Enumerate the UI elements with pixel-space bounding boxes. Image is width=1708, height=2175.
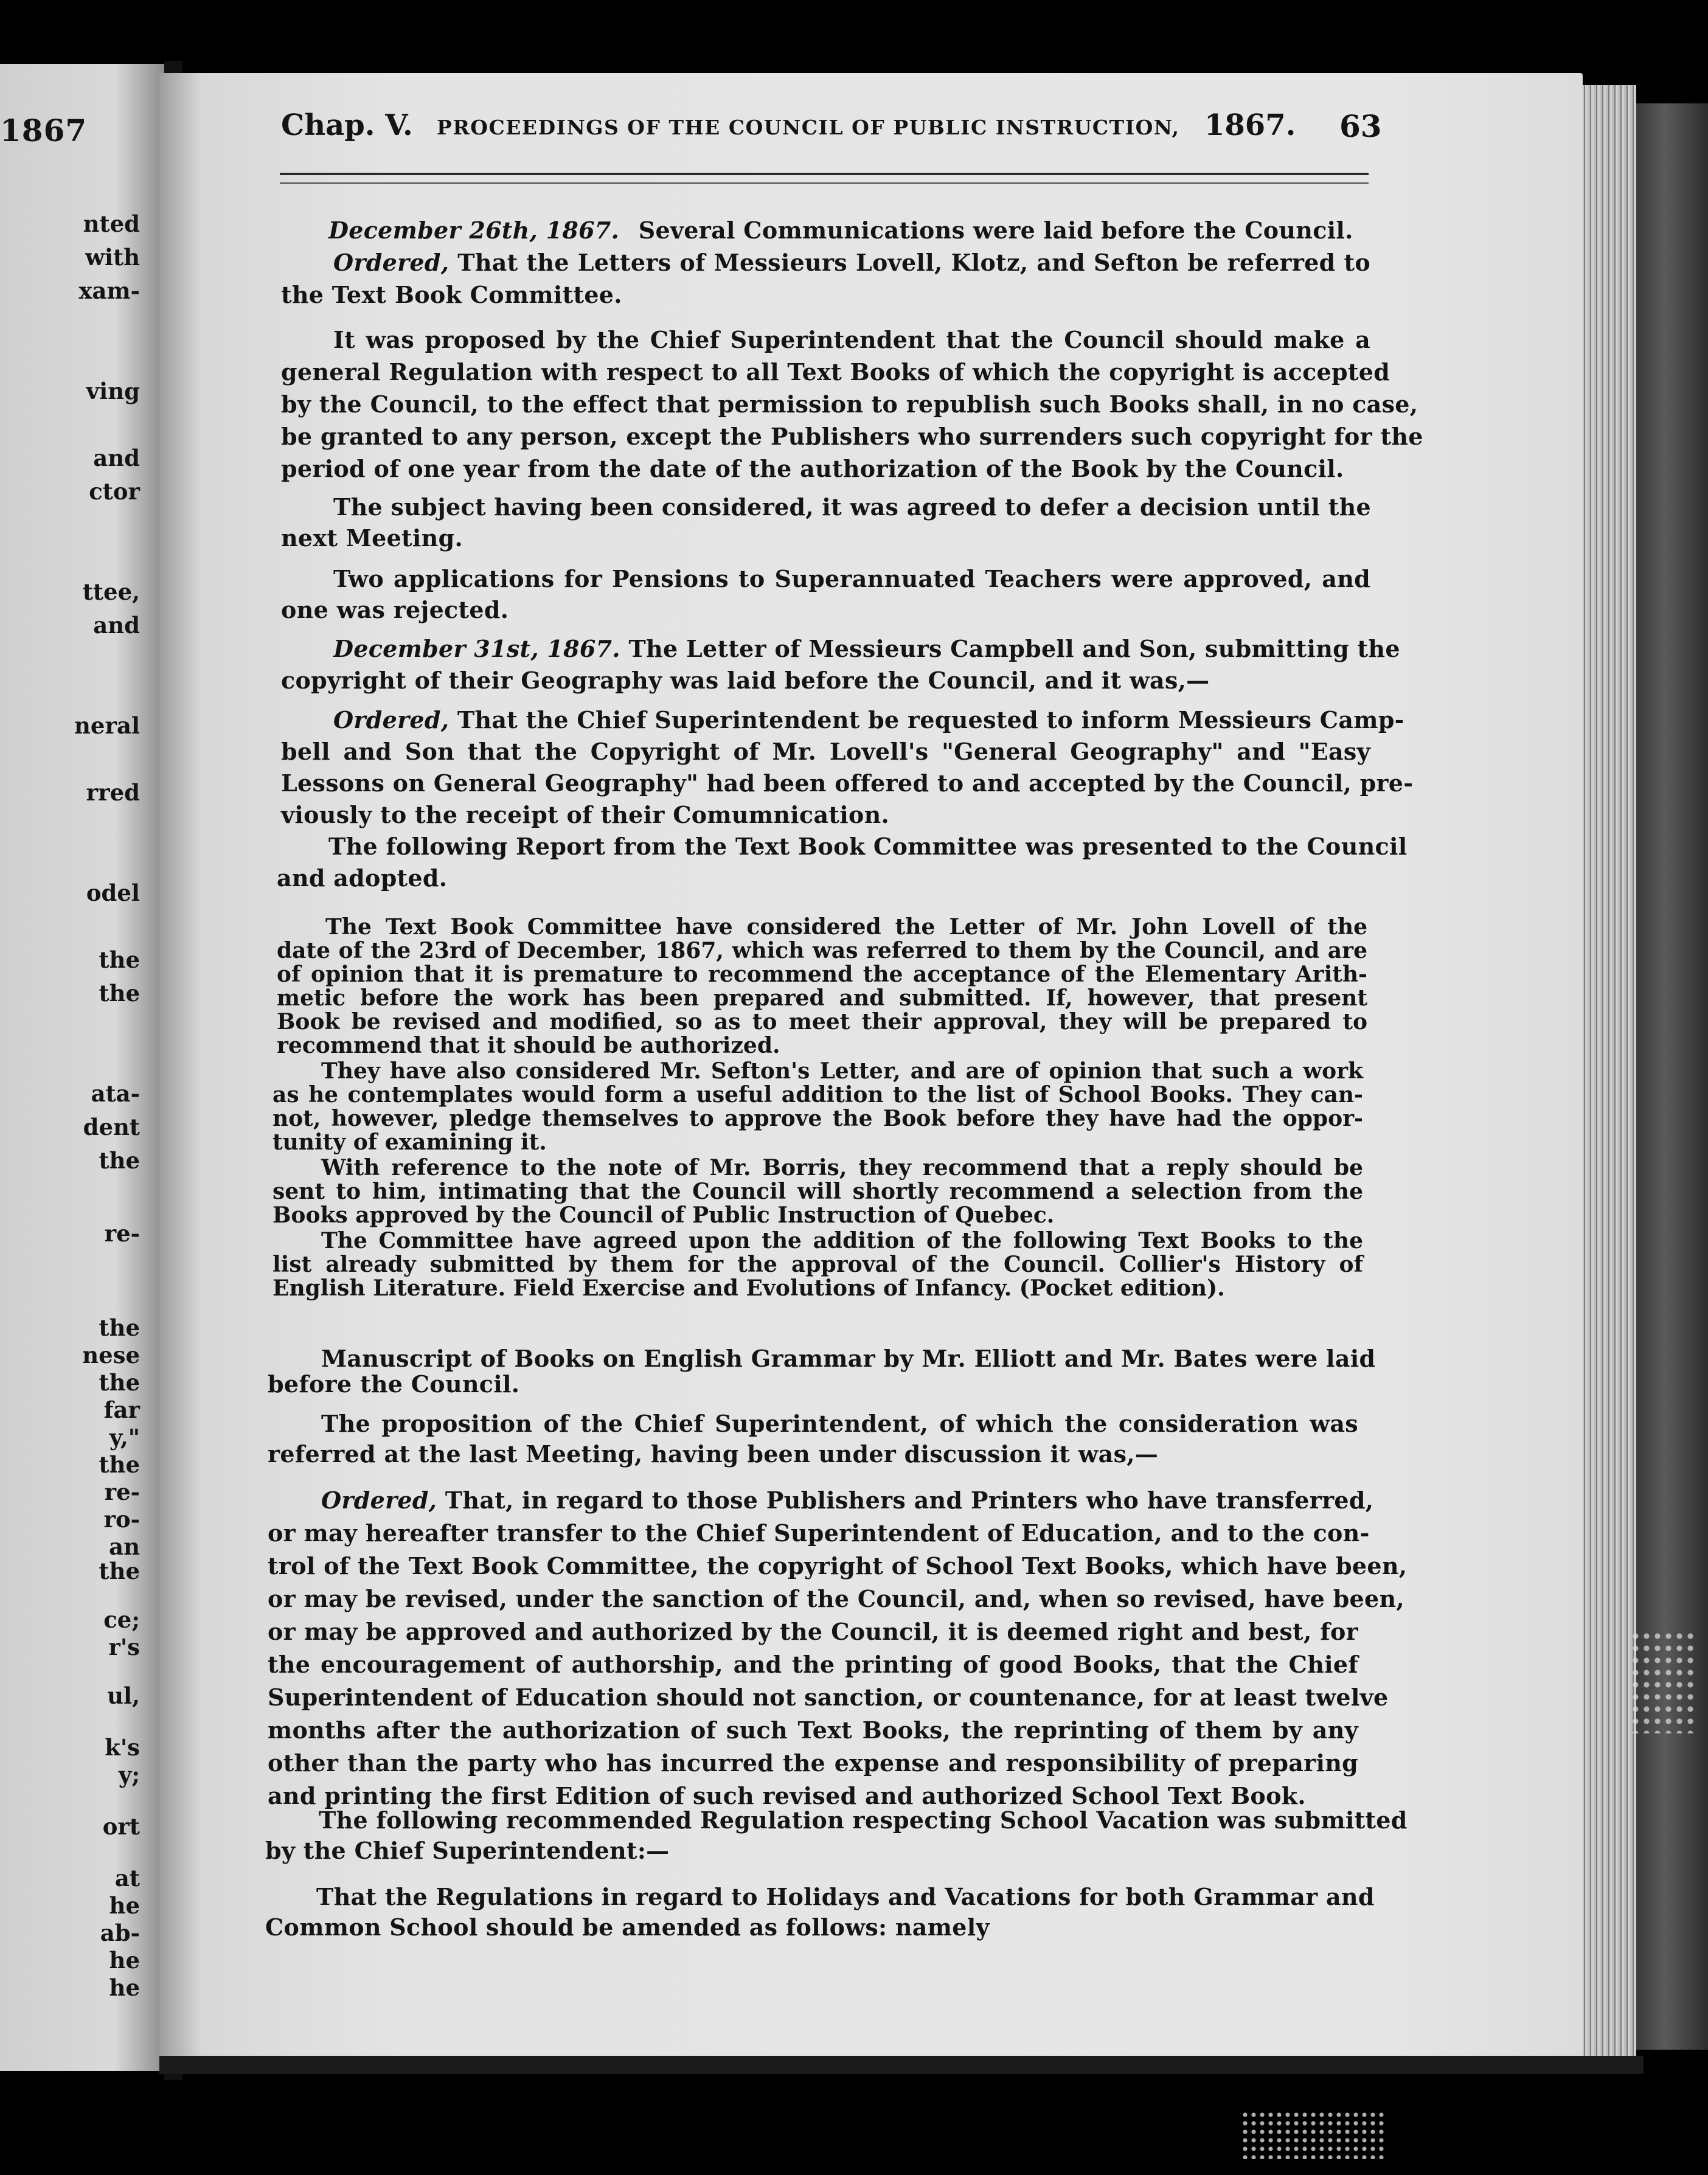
report-line: Books approved by the Council of Public Instruction of Quebec. bbox=[273, 1202, 1055, 1228]
text-line: referred at the last Meeting, having been under discussion it was,— bbox=[268, 1440, 1159, 1468]
left-page-fragment: at bbox=[114, 1865, 140, 1892]
text-line: That, in regard to those Publishers and Printers who have transferred, bbox=[445, 1486, 1374, 1514]
text-line: be granted to any person, except the Publishers who surrenders such copyright for the bbox=[281, 423, 1423, 450]
left-page-fragment: y; bbox=[118, 1761, 140, 1788]
left-page-fragment: r's bbox=[108, 1634, 140, 1660]
left-page-fragment: ort bbox=[102, 1813, 140, 1840]
ordered-label: Ordered, bbox=[333, 249, 450, 276]
text-line: or may be revised, under the sanction of the Council, and, when so revised, have been, bbox=[268, 1585, 1404, 1612]
report-line: English Literature. Field Exercise and Evolutions of Infancy. (Pocket edition). bbox=[273, 1275, 1225, 1301]
scan-speckle bbox=[1630, 1630, 1697, 1733]
left-page-fragment: xam- bbox=[78, 277, 140, 304]
left-page-fragment: the bbox=[99, 1147, 140, 1174]
text-line: The following Report from the Text Book Committee was presented to the Council bbox=[328, 833, 1408, 860]
text-line: Two applications for Pensions to Superannuated Teachers were approved, and bbox=[333, 565, 1370, 592]
left-page-fragment: the bbox=[99, 980, 140, 1007]
left-page-fragment: the bbox=[99, 946, 140, 973]
report-line: They have also considered Mr. Sefton's Letter, and are of opinion that such a work bbox=[321, 1058, 1363, 1084]
ordered-label: Ordered, bbox=[321, 1486, 437, 1514]
text-line: months after the authorization of such Text Books, the reprinting of them by any bbox=[268, 1716, 1358, 1744]
text-line: The proposition of the Chief Superintendent, of which the consideration was bbox=[321, 1410, 1358, 1437]
text-line: and printing the first Edition of such revised and authorized School Text Book. bbox=[268, 1782, 1306, 1809]
left-page-fragment: ul, bbox=[107, 1682, 140, 1709]
text-line: and adopted. bbox=[277, 864, 448, 892]
left-page-fragment: re- bbox=[104, 1220, 140, 1247]
left-page-fragment: re- bbox=[104, 1479, 140, 1505]
text-line: bell and Son that the Copyright of Mr. Lovell's "General Geography" and "Easy bbox=[281, 738, 1370, 765]
report-line: sent to him, intimating that the Council will shortly recommend a selection from the bbox=[273, 1179, 1363, 1204]
left-page-fragment: the bbox=[99, 1369, 140, 1396]
text-line: That the Chief Superintendent be requested to inform Messieurs Camp- bbox=[457, 706, 1404, 734]
report-line: list already submitted by them for the approval of the Council. Collier's History of bbox=[273, 1252, 1363, 1277]
report-line: not, however, pledge themselves to approve the Book before they have had the oppor- bbox=[273, 1106, 1363, 1131]
left-page-fragment: he bbox=[109, 1974, 140, 2001]
left-page-fragment: odel bbox=[86, 879, 140, 906]
text-line: That the Regulations in regard to Holidays and Vacations for both Grammar and bbox=[316, 1883, 1375, 1910]
left-page-fragment: the bbox=[99, 1451, 140, 1478]
left-page-fragment: he bbox=[109, 1947, 140, 1974]
left-page-fragment: ata- bbox=[91, 1080, 140, 1107]
text-line: other than the party who has incurred the expense and responsibility of preparing bbox=[268, 1749, 1358, 1777]
report-line: of opinion that it is premature to recommend the acceptance of the Elementary Arith- bbox=[277, 962, 1367, 987]
ordered-label: Ordered, bbox=[333, 706, 450, 734]
text-line: The Letter of Messieurs Campbell and Son, submitting the bbox=[628, 635, 1400, 662]
text-line: next Meeting. bbox=[281, 524, 463, 552]
report-line: With reference to the note of Mr. Borris, they recommend that a reply should be bbox=[321, 1155, 1363, 1181]
report-line: tunity of examining it. bbox=[273, 1129, 547, 1155]
report-line: The Text Book Committee have considered the Letter of Mr. John Lovell of the bbox=[325, 914, 1367, 940]
text-line: Several Communications were laid before the Council. bbox=[638, 217, 1353, 244]
ordered-paragraph bbox=[333, 251, 1370, 274]
left-page-fragment: ving bbox=[86, 378, 140, 404]
left-page-fragment: an bbox=[109, 1533, 140, 1560]
left-page-fragment: with bbox=[85, 244, 140, 271]
report-line: recommend that it should be authorized. bbox=[277, 1033, 780, 1058]
header-rule bbox=[280, 182, 1369, 184]
text-line: general Regulation with respect to all Text Books of which the copyright is accepted bbox=[281, 358, 1390, 386]
text-line: by the Council, to the effect that permission to republish such Books shall, in no case, bbox=[281, 390, 1418, 418]
text-line: the encouragement of authorship, and the printing of good Books, that the Chief bbox=[268, 1651, 1358, 1678]
left-page-fragment: k's bbox=[105, 1734, 140, 1761]
left-page-fragment: ctor bbox=[89, 478, 140, 505]
left-page-fragment: ce; bbox=[103, 1606, 140, 1633]
page-bottom-shadow bbox=[159, 2056, 1644, 2074]
text-line: viously to the receipt of their Comumnication. bbox=[281, 801, 890, 828]
left-page-fragment: rred bbox=[86, 779, 140, 806]
text-line: Lessons on General Geography" had been offered to and accepted by the Council, pre- bbox=[281, 769, 1414, 797]
text-line: That the Letters of Messieurs Lovell, Klotz, and Sefton be referred to bbox=[457, 249, 1370, 276]
report-line: Book be revised and modified, so as to meet their approval, they will be prepared to bbox=[277, 1009, 1367, 1035]
left-page-fragment: he bbox=[109, 1892, 140, 1919]
left-page-fragment: far bbox=[103, 1396, 140, 1423]
text-line: or may be approved and authorized by the Council, it is deemed right and best, for bbox=[268, 1618, 1358, 1645]
report-line: date of the 23rd of December, 1867, which was referred to them by the Council, and are bbox=[277, 938, 1367, 963]
text-line: one was rejected. bbox=[281, 596, 509, 623]
text-line: copyright of their Geography was laid before the Council, and it was,— bbox=[281, 667, 1210, 694]
text-line: The following recommended Regulation respecting School Vacation was submitted bbox=[319, 1806, 1408, 1834]
left-page-year: 1867 bbox=[0, 113, 88, 148]
left-facing-page bbox=[0, 64, 164, 2071]
left-page-fragment: dent bbox=[83, 1114, 140, 1140]
text-line: trol of the Text Book Committee, the copyright of School Text Books, which have been, bbox=[268, 1552, 1408, 1580]
left-page-fragment: ro- bbox=[103, 1506, 140, 1533]
left-page-fragment: the bbox=[99, 1558, 140, 1584]
header-rule bbox=[280, 173, 1369, 175]
book-binding bbox=[1636, 103, 1708, 2050]
text-line: period of one year from the date of the authorization of the Book by the Council. bbox=[281, 455, 1344, 482]
left-page-fragment: and bbox=[93, 445, 140, 471]
text-line: the Text Book Committee. bbox=[281, 281, 622, 308]
scan-speckle bbox=[1241, 2111, 1387, 2159]
left-page-fragment: ttee, bbox=[82, 578, 140, 605]
text-line: Common School should be amended as follows: namely bbox=[265, 1913, 990, 1941]
text-line: The subject having been considered, it was agreed to defer a decision until the bbox=[333, 493, 1371, 521]
report-line: The Committee have agreed upon the addition of the following Text Books to the bbox=[321, 1228, 1363, 1254]
text-line: or may hereafter transfer to the Chief Superintendent of Education, and to the con- bbox=[268, 1519, 1370, 1547]
text-line: Superintendent of Education should not sanction, or countenance, for at least twelve bbox=[268, 1684, 1389, 1711]
entry-date: December 31st, 1867. bbox=[333, 635, 620, 662]
left-page-fragment: the bbox=[99, 1314, 140, 1341]
text-line: Manuscript of Books on English Grammar by Mr. Elliott and Mr. Bates were laid bbox=[321, 1345, 1376, 1372]
ordered-paragraph bbox=[333, 706, 1404, 734]
report-line: metic before the work has been prepared and submitted. If, however, that present bbox=[277, 985, 1367, 1011]
ordered-paragraph bbox=[321, 1486, 1374, 1514]
left-page-fragment: nese bbox=[82, 1342, 140, 1368]
left-page-fragment: nted bbox=[83, 210, 140, 237]
left-page-fragment: and bbox=[93, 612, 140, 639]
left-page-fragment: neral bbox=[74, 712, 140, 739]
report-line: as he contemplates would form a useful addition to the list of School Books. They can- bbox=[273, 1082, 1363, 1108]
chapter-label: Chap. V. bbox=[281, 108, 413, 142]
minutes-entry-dec-26 bbox=[328, 219, 1353, 242]
entry-date: December 26th, 1867. bbox=[328, 217, 620, 244]
text-line: It was proposed by the Chief Superintendent that the Council should make a bbox=[333, 326, 1370, 353]
text-line: before the Council. bbox=[268, 1370, 520, 1398]
page-number: 63 bbox=[1339, 108, 1382, 144]
left-page-fragment: y," bbox=[109, 1424, 140, 1451]
text-line: by the Chief Superintendent:— bbox=[265, 1837, 670, 1864]
running-head-year: 1867. bbox=[1204, 108, 1296, 142]
running-head-title: PROCEEDINGS OF THE COUNCIL OF PUBLIC INSTRUCTION, bbox=[437, 116, 1180, 139]
left-page-fragment: ab- bbox=[100, 1920, 140, 1946]
minutes-entry-dec-31 bbox=[333, 635, 1400, 662]
